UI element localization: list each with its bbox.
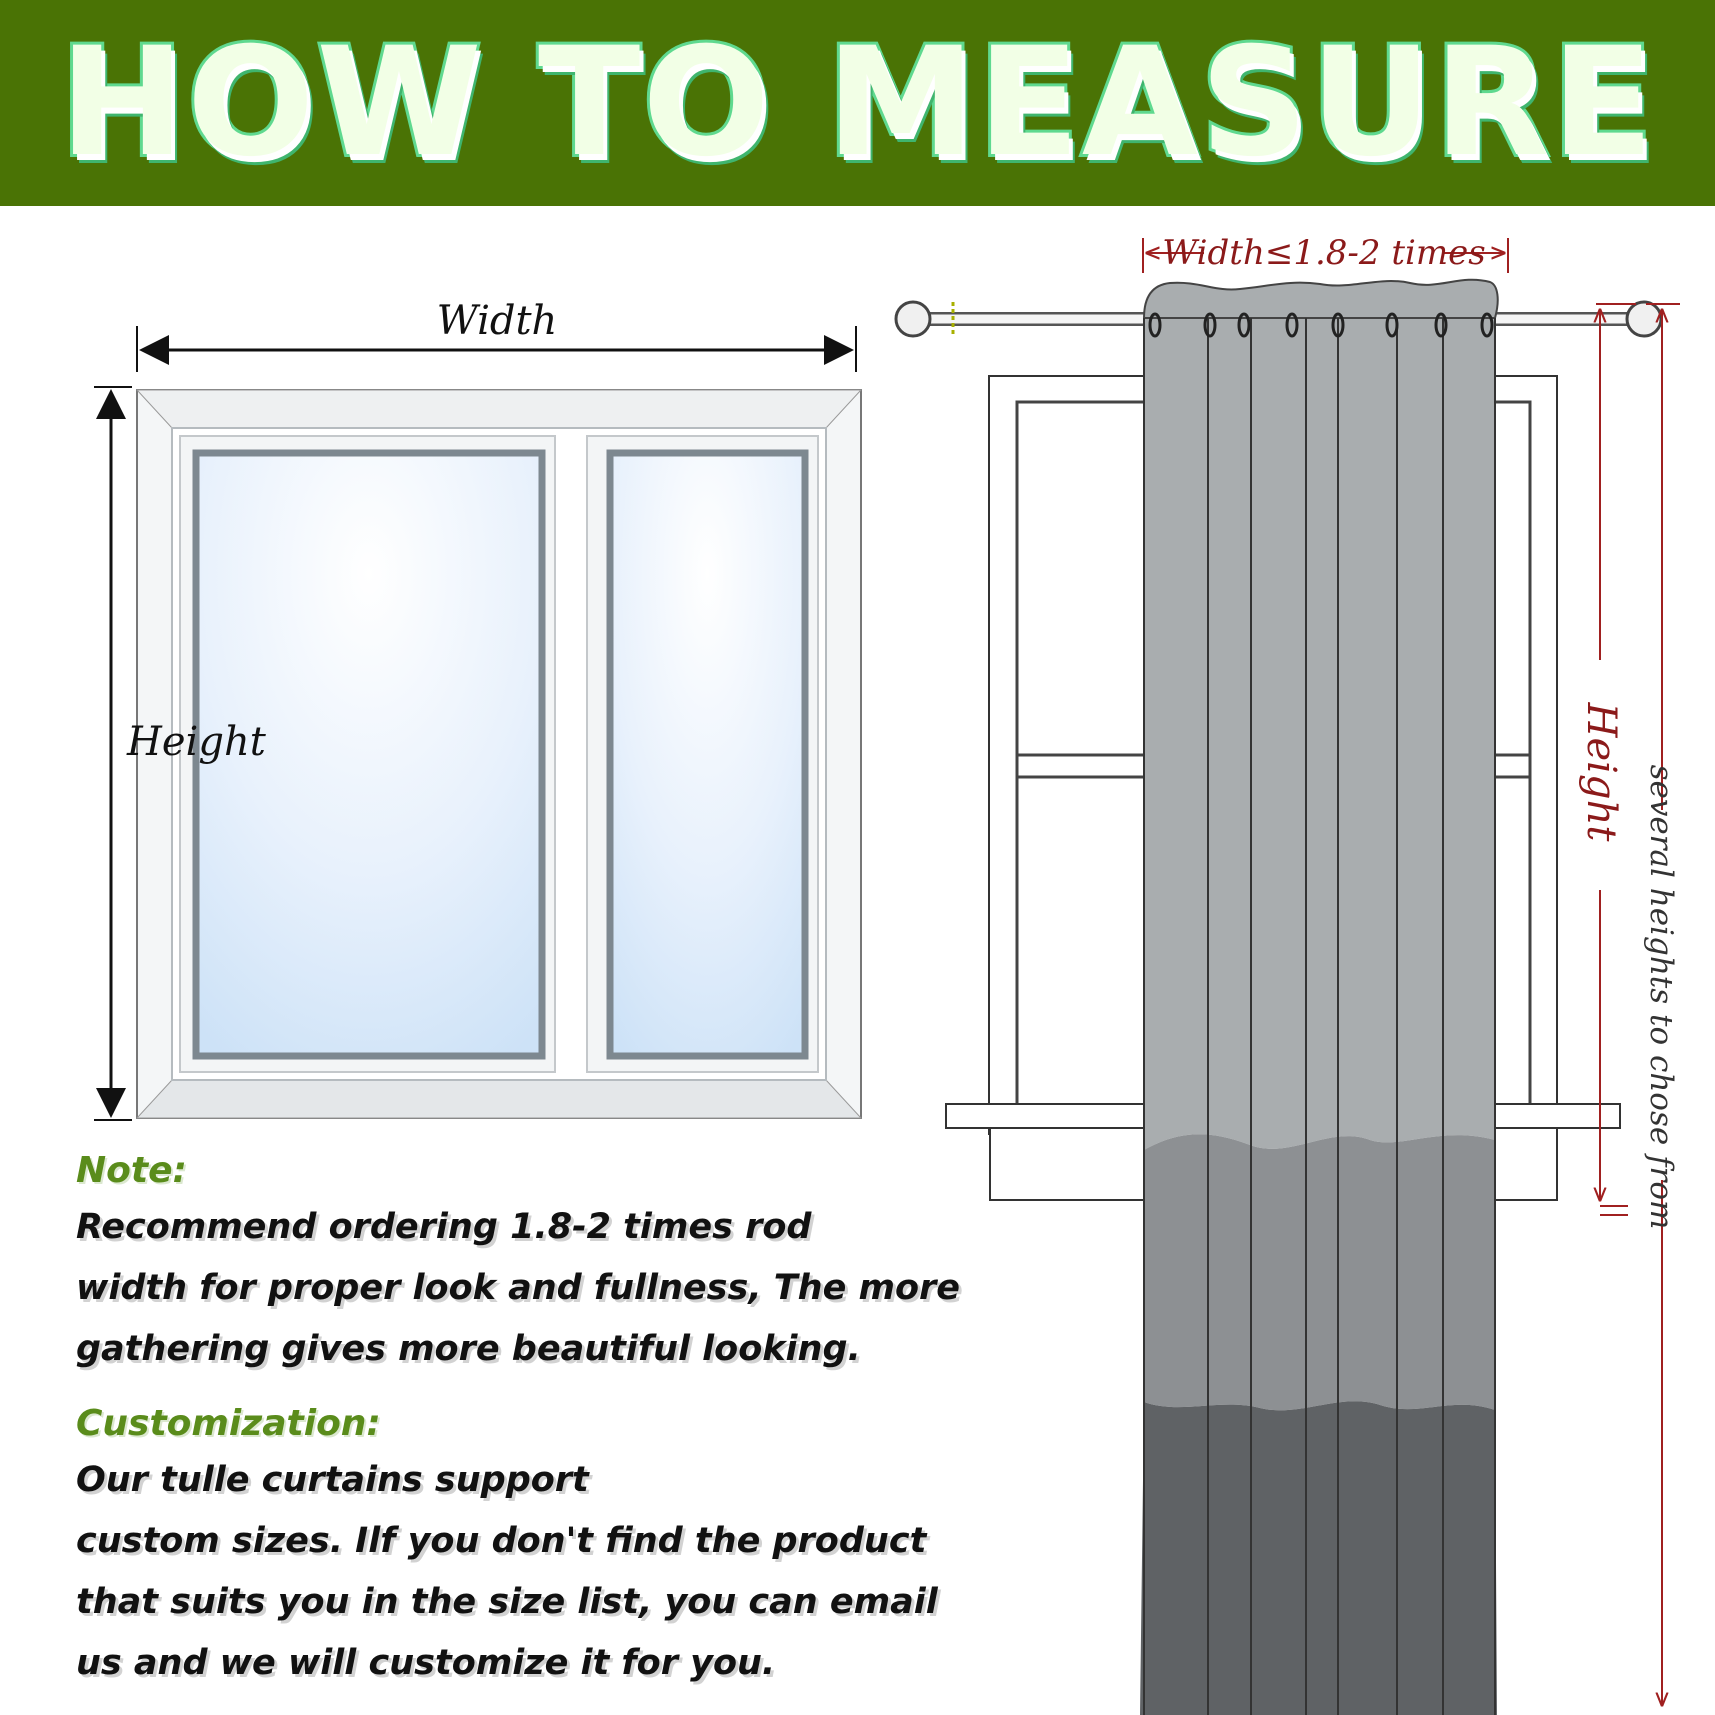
- customization-line: Our tulle curtains support: [76, 1460, 589, 1500]
- rod-finial-left: [896, 302, 930, 336]
- note-line: Recommend ordering 1.8-2 times rod: [76, 1207, 812, 1247]
- note-line: width for proper look and fullness, The more: [76, 1268, 961, 1308]
- note-heading: Note:: [76, 1150, 187, 1191]
- rod-finial-right: [1627, 302, 1661, 336]
- window-height-label: Height: [127, 719, 266, 765]
- customization-line: custom sizes. Ilf you don't find the product: [76, 1521, 927, 1561]
- customization-heading: Customization:: [76, 1403, 381, 1444]
- curtain-height-label: Height: [1578, 702, 1624, 842]
- page-title: HOW TO MEASURE: [59, 16, 1656, 190]
- window-width-label: Width: [436, 298, 558, 344]
- customization-line: us and we will customize it for you.: [76, 1643, 776, 1683]
- note-line: gathering gives more beautiful looking.: [76, 1329, 861, 1369]
- curtain-width-label: Width≤1.8-2 times: [1162, 233, 1486, 273]
- notes-section: [76, 1145, 1076, 1694]
- several-heights-label: several heights to chose from: [1643, 764, 1679, 1230]
- customization-line: that suits you in the size list, you can email: [76, 1582, 938, 1622]
